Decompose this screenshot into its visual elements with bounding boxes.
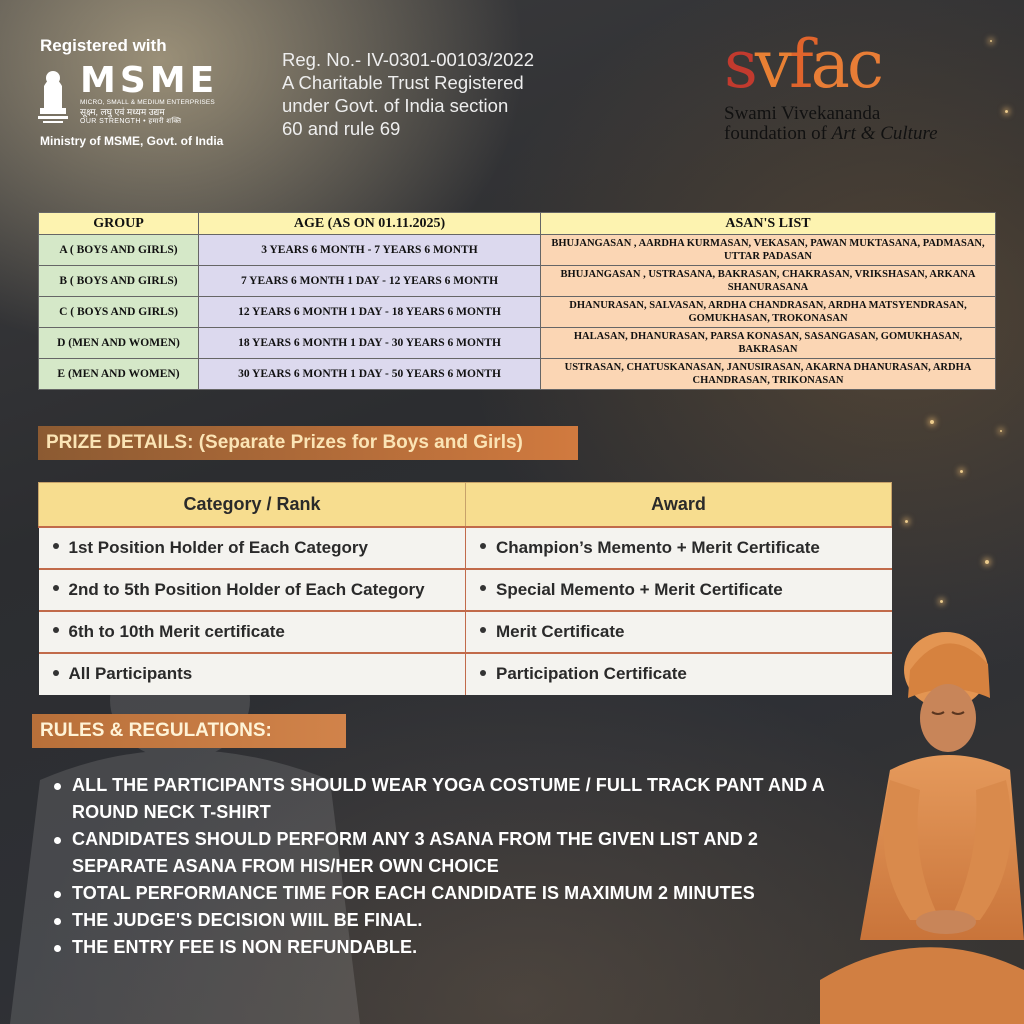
group-cell: A ( BOYS AND GIRLS)	[39, 235, 199, 266]
rank-text: 1st Position Holder of Each Category	[68, 537, 368, 557]
rank-cell	[39, 527, 466, 569]
bullet-icon	[480, 585, 486, 591]
reg-line: Reg. No.- IV-0301-00103/2022	[282, 49, 534, 70]
bullet-icon	[480, 627, 486, 633]
sparkle	[930, 420, 934, 424]
meditating-figure	[820, 600, 1024, 1024]
table-row	[39, 266, 996, 297]
bullet-icon	[53, 627, 59, 633]
asan-cell: BHUJANGASAN , AARDHA KURMASAN, VEKASAN, PAWAN MUKTASANA, PADMASAN, UTTAR PADASAN	[541, 235, 996, 266]
table-row	[39, 527, 892, 569]
group-cell: C ( BOYS AND GIRLS)	[39, 297, 199, 328]
logo-letter: ac	[810, 26, 881, 103]
sparkle	[905, 520, 908, 523]
foundation-subtitle-prefix: foundation of	[724, 123, 832, 144]
award-text: Champion’s Memento + Merit Certificate	[496, 537, 820, 557]
rule-item: THE JUDGE'S DECISION WIIL BE FINAL.	[50, 907, 840, 934]
age-cell: 30 YEARS 6 MONTH 1 DAY - 50 YEARS 6 MONTH	[199, 359, 541, 390]
asan-cell: HALASAN, DHANURASAN, PARSA KONASAN, SASANGASAN, GOMUKHASAN, BAKRASAN	[541, 328, 996, 359]
bullet-icon	[53, 670, 59, 676]
award-text: Merit Certificate	[496, 621, 625, 641]
reg-line: 60 and rule 69	[282, 118, 401, 139]
svfac-logo	[724, 26, 984, 144]
msme-logo	[80, 60, 236, 126]
age-cell: 3 YEARS 6 MONTH - 7 YEARS 6 MONTH	[199, 235, 541, 266]
foundation-name: Swami Vivekananda	[724, 103, 881, 124]
rank-text: 6th to 10th Merit certificate	[68, 621, 285, 641]
award-cell	[466, 527, 892, 569]
asan-cell: BHUJANGASAN , USTRASANA, BAKRASAN, CHAKRASAN, VRIKSHASAN, ARKANA SHANURASANA	[541, 266, 996, 297]
registered-with-label: Registered with	[40, 36, 167, 55]
msme-hindi: सूक्ष्म, लघु एवं मध्यम उद्यम	[80, 107, 165, 117]
ashoka-emblem-icon	[34, 64, 72, 126]
group-cell: E (MEN AND WOMEN)	[39, 359, 199, 390]
group-cell: D (MEN AND WOMEN)	[39, 328, 199, 359]
bullet-icon	[53, 543, 59, 549]
column-header: ASAN'S LIST	[541, 213, 996, 235]
table-row	[39, 569, 892, 611]
prize-table	[38, 482, 892, 695]
rule-item: TOTAL PERFORMANCE TIME FOR EACH CANDIDATE IS MAXIMUM 2 MINUTES	[50, 880, 840, 907]
rank-cell	[39, 653, 466, 695]
rank-text: 2nd to 5th Position Holder of Each Category	[68, 579, 425, 599]
logo-letter: f	[789, 26, 811, 103]
reg-line: A Charitable Trust Registered	[282, 72, 524, 93]
asan-cell: DHANURASAN, SALVASAN, ARDHA CHANDRASAN, ARDHA MATSYENDRASAN, GOMUKHASAN, TROKONASAN	[541, 297, 996, 328]
msme-strength: OUR STRENGTH • हमारी शक्ति	[80, 118, 182, 125]
group-cell: B ( BOYS AND GIRLS)	[39, 266, 199, 297]
column-header: Category / Rank	[39, 483, 466, 527]
bullet-icon	[480, 670, 486, 676]
logo-letter: v	[754, 26, 790, 103]
rule-item: CANDIDATES SHOULD PERFORM ANY 3 ASANA FROM THE GIVEN LIST AND 2 SEPARATE ASANA FROM HIS/HER OWN CHOICE	[50, 826, 840, 880]
rules-list	[50, 772, 840, 961]
rank-text: All Participants	[68, 664, 193, 683]
ministry-label: Ministry of MSME, Govt. of India	[40, 134, 224, 148]
table-row	[39, 235, 996, 266]
reg-line: under Govt. of India section	[282, 95, 509, 116]
award-text: Special Memento + Merit Certificate	[496, 579, 783, 599]
msme-subtitle: MICRO, SMALL & MEDIUM ENTERPRISES	[80, 99, 215, 106]
table-row	[39, 611, 892, 653]
rules-heading: RULES & REGULATIONS:	[32, 714, 346, 748]
age-group-table	[38, 212, 996, 390]
bullet-icon	[480, 543, 486, 549]
registration-details	[282, 48, 534, 140]
table-row	[39, 297, 996, 328]
age-cell: 18 YEARS 6 MONTH 1 DAY - 30 YEARS 6 MONTH	[199, 328, 541, 359]
bullet-icon	[53, 585, 59, 591]
rule-item: THE ENTRY FEE IS NON REFUNDABLE.	[50, 934, 840, 961]
sparkle	[1005, 110, 1008, 113]
award-text: Participation Certificate	[496, 664, 687, 683]
prize-details-heading: PRIZE DETAILS: (Separate Prizes for Boys and Girls)	[38, 426, 578, 460]
rank-cell	[39, 569, 466, 611]
age-cell: 12 YEARS 6 MONTH 1 DAY - 18 YEARS 6 MONTH	[199, 297, 541, 328]
msme-wordmark: MSME	[80, 60, 219, 101]
foundation-subtitle-italic: Art & Culture	[831, 123, 938, 144]
sparkle	[990, 40, 992, 42]
table-row	[39, 328, 996, 359]
table-row	[39, 653, 892, 695]
sparkle	[985, 560, 989, 564]
sparkle	[960, 470, 963, 473]
age-cell: 7 YEARS 6 MONTH 1 DAY - 12 YEARS 6 MONTH	[199, 266, 541, 297]
column-header: Award	[466, 483, 892, 527]
foundation-subtitle	[724, 124, 984, 144]
rank-cell	[39, 611, 466, 653]
rule-item: ALL THE PARTICIPANTS SHOULD WEAR YOGA COSTUME / FULL TRACK PANT AND A ROUND NECK T-SHIRT	[50, 772, 840, 826]
column-header: GROUP	[39, 213, 199, 235]
msme-registration-block	[34, 36, 254, 148]
svfac-wordmark	[724, 26, 984, 103]
table-row	[39, 359, 996, 390]
logo-letter: s	[724, 26, 755, 103]
asan-cell: USTRASAN, CHATUSKANASAN, JANUSIRASAN, AKARNA DHANURASAN, ARDHA CHANDRASAN, TRIKONASAN	[541, 359, 996, 390]
column-header: AGE (AS ON 01.11.2025)	[199, 213, 541, 235]
sparkle	[1000, 430, 1002, 432]
